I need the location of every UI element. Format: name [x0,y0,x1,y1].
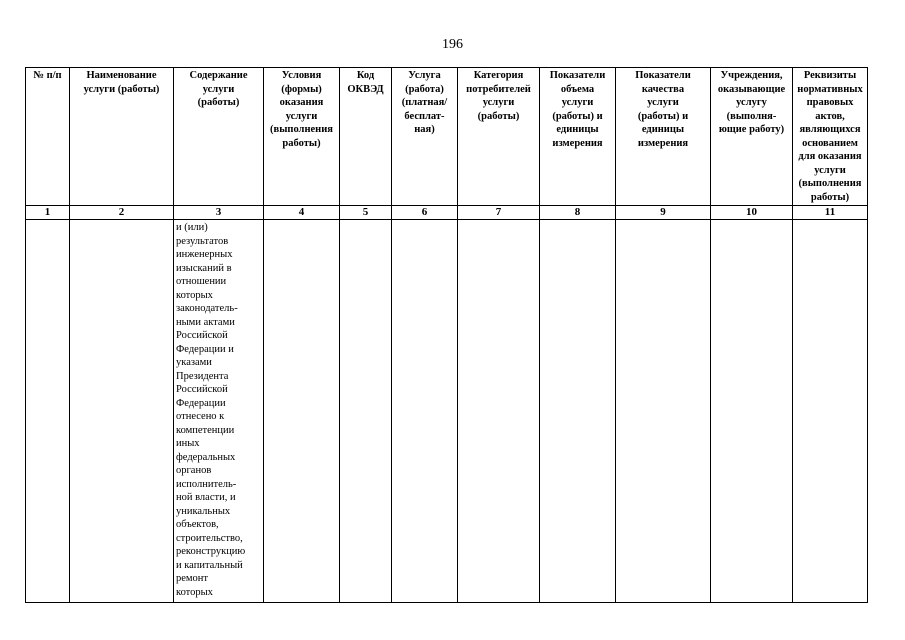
cell-quality-indicators [616,220,711,603]
column-number: 1 [26,206,70,220]
column-number: 6 [392,206,458,220]
table-row [26,220,868,603]
page-number: 196 [442,37,463,52]
column-number: 3 [174,206,264,220]
column-number: 8 [540,206,616,220]
cell-institutions [711,220,793,603]
column-number: 4 [264,206,340,220]
header-cell-conditions: Условия (формы) оказания услуги (выполнения работы) [264,68,340,206]
cell-okved-code [340,220,392,603]
header-cell-okved-code: Код ОКВЭД [340,68,392,206]
header-cell-quality-indicators: Показатели качества услуги (работы) и единицы измерения [616,68,711,206]
cell-number [26,220,70,603]
column-number: 9 [616,206,711,220]
cell-paid-free [392,220,458,603]
cell-legal-acts [793,220,868,603]
services-table [25,67,868,603]
column-number-row [26,206,868,220]
header-cell-paid-free: Услуга (работа) (платная/ бесплат- ная) [392,68,458,206]
header-cell-institutions: Учреждения, оказывающие услугу (выполня- ющие работу) [711,68,793,206]
header-cell-number: № п/п [26,68,70,206]
header-cell-volume-indicators: Показатели объема услуги (работы) и единицы измерения [540,68,616,206]
header-row [26,68,868,206]
cell-service-content: и (или) результатов инженерных изысканий в отношении которых законодатель- ными актами Российской Федерации и указами Президента Российской Федерации отнесено к компетенции иных федеральных органов исполнитель- ной власти, и уникальных объектов, строительство, реконструкцию и капитальный ремонт которых [174,220,264,603]
column-number: 10 [711,206,793,220]
cell-volume-indicators [540,220,616,603]
cell-consumer-category [458,220,540,603]
cell-service-name [70,220,174,603]
header-cell-service-name: Наименование услуги (работы) [70,68,174,206]
header-cell-legal-acts: Реквизиты нормативных правовых актов, являющихся основанием для оказания услуги (выполнения работы) [793,68,868,206]
header-cell-consumer-category: Категория потребителей услуги (работы) [458,68,540,206]
column-number: 2 [70,206,174,220]
cell-conditions [264,220,340,603]
header-cell-service-content: Содержание услуги (работы) [174,68,264,206]
column-number: 5 [340,206,392,220]
column-number: 7 [458,206,540,220]
column-number: 11 [793,206,868,220]
